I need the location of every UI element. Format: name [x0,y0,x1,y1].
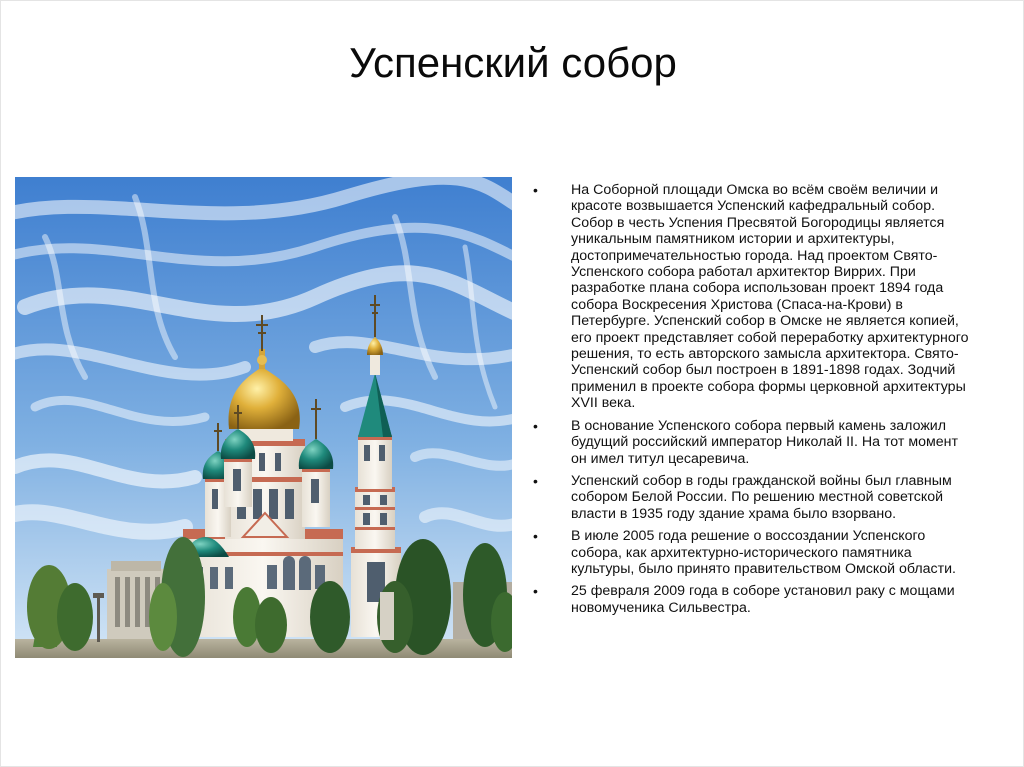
bullet-glyph: • [533,528,538,545]
list-item [531,583,976,616]
slide-title: Успенский собор [349,39,677,86]
bullet-glyph: • [533,472,538,489]
list-item [531,473,976,522]
list-item [531,182,976,412]
bullet-text: 25 февраля 2009 года в соборе установил раку с мощами новомученика Сильвестра. [571,583,955,616]
cathedral-illustration [15,177,512,658]
list-item [531,528,976,577]
bullet-text: Успенский собор в годы гражданской войны был главным собором Белой России. По решению местной советской власти в 1935 году здание храма было взорвано. [571,472,952,522]
bullet-glyph: • [533,417,538,434]
bullet-glyph: • [533,182,538,198]
cathedral-photo [15,177,512,658]
bullet-list [531,182,976,622]
bullet-text: На Соборной площади Омска во всём своём величии и красоте возвышается Успенский кафедральный собор. Собор в честь Успения Пресвятой Богородицы является уникальным памятником истории и архитектуры, достопримечательностью города. Над проектом Свято-Успенского собора работал архитектор Виррих. При разработке плана собора использован проект 1894 года собора Воскресения Христова (Спаса-на-Крови) в Петербурге. Успенский собор в Омске не является копией, его проект представляет собой переработку архитектурного решения, то есть авторского замысла архитектора. Свято-Успенский собор был построен в 1891-1898 годах. Зодчий применил в проекте собора формы церковной архитектуры XVII века. [571,182,969,412]
bullet-text: В основание Успенского собора первый камень заложил будущий российский император Николай II. На тот момент он имел титул цесаревича. [571,417,958,467]
bullet-text: В июле 2005 года решение о воссоздании Успенского собора, как архитектурно-исторического памятника культуры, было принято правительством Омской области. [571,528,956,577]
bullet-glyph: • [533,583,538,600]
list-item [531,418,976,467]
